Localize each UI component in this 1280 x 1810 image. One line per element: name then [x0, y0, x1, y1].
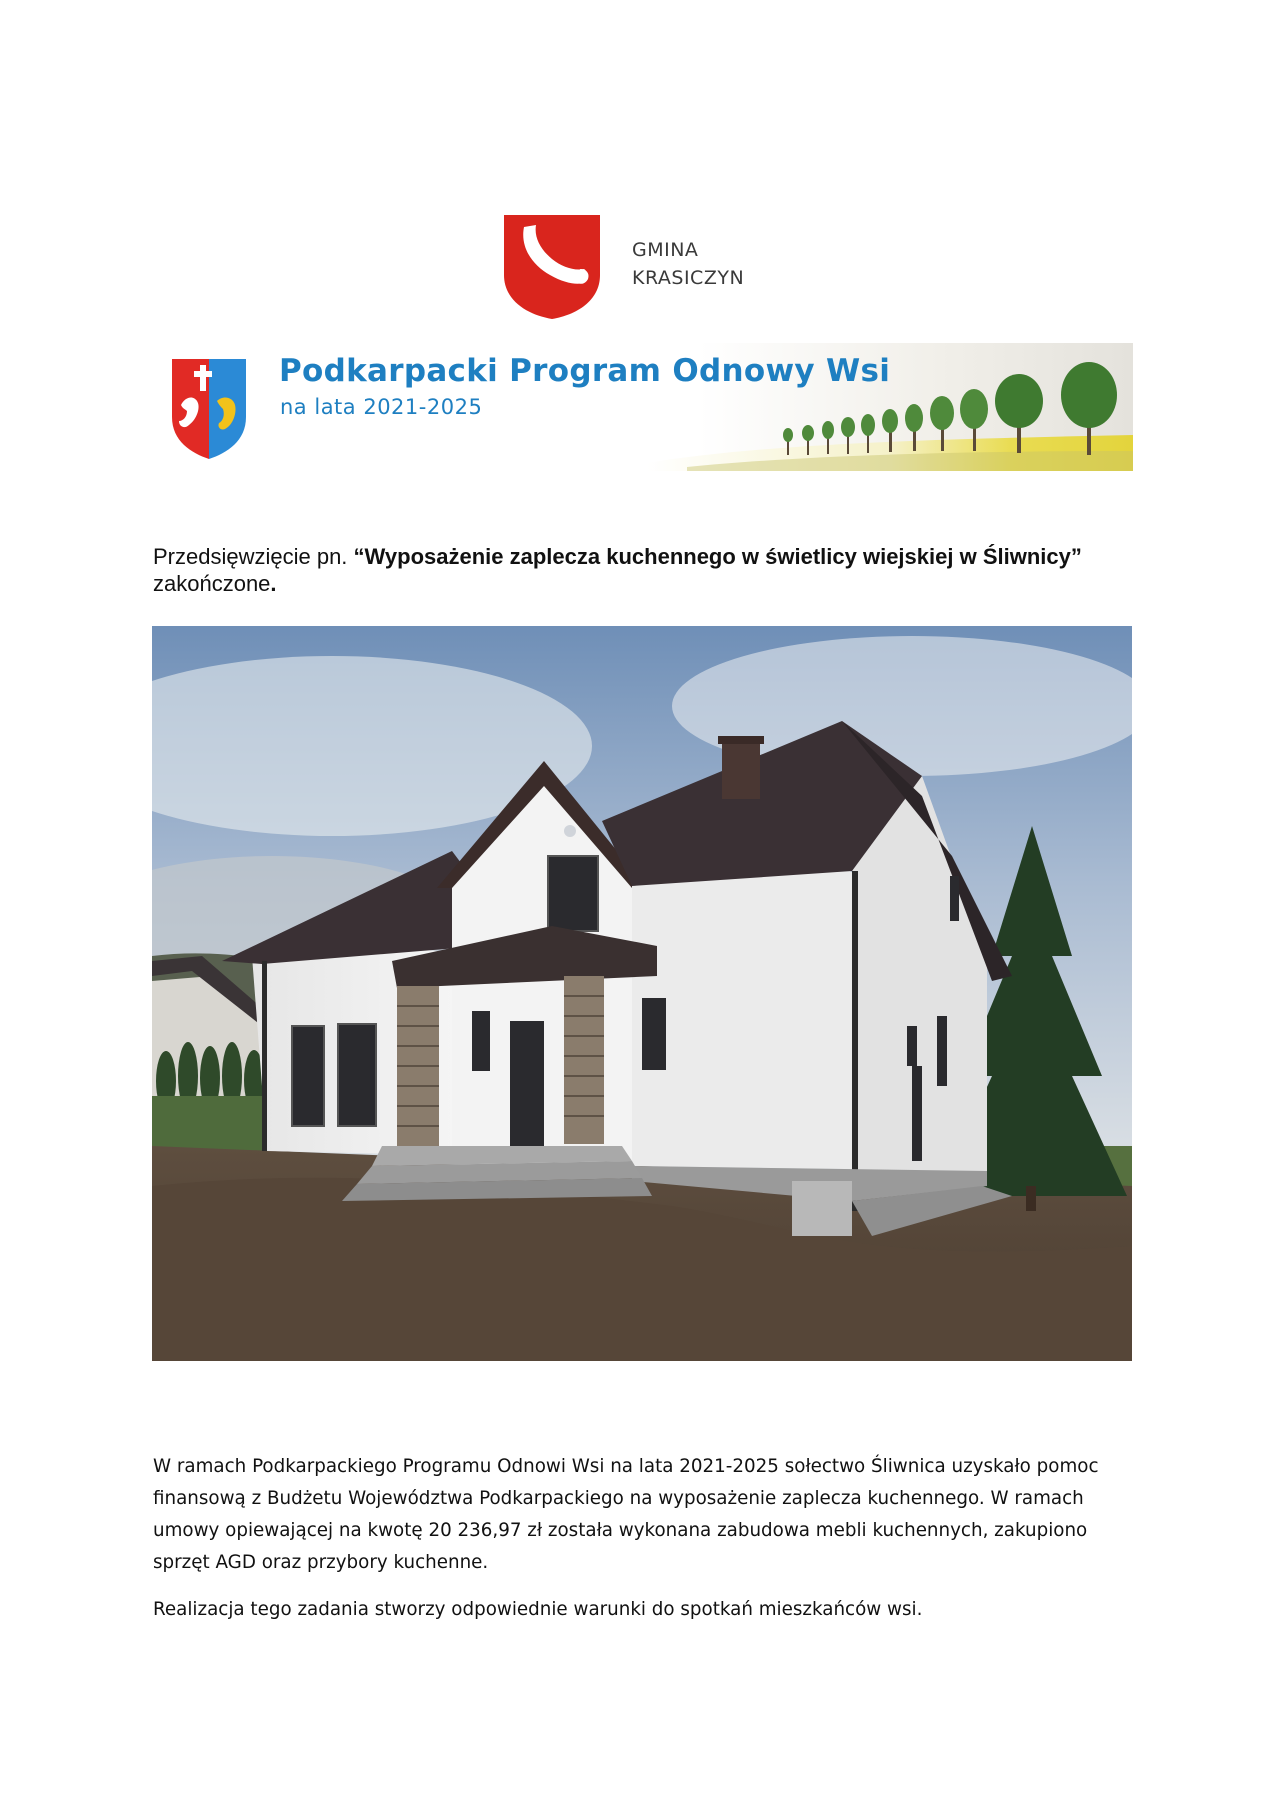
gmina-line-2: KRASICZYN — [632, 267, 745, 289]
gmina-krasiczyn-coat-of-arms-icon — [502, 213, 602, 321]
heading-period: . — [270, 571, 277, 596]
banner-title: Podkarpacki Program Odnowy Wsi — [279, 353, 891, 389]
gmina-name — [632, 236, 744, 292]
body-paragraph-2: Realizacja tego zadania stworzy odpowiednie warunki do spotkań mieszkańców wsi. — [153, 1599, 923, 1621]
gmina-line-1: GMINA — [632, 239, 699, 261]
page-heading — [153, 543, 1093, 597]
body-paragraph-1: W ramach Podkarpackiego Programu Odnowi Wsi na lata 2021-2025 sołectwo Śliwnica uzyskało pomoc finansową z Budżetu Województwa Podkarpackiego na wyposażenie zaplecza kuchennego. W ramach umowy opiewającej na kwotę 20 236,97 zł została wykonana zabudowa mebli kuchennych, zakupiono sprzęt AGD oraz przybory kuchenne. — [153, 1456, 1099, 1574]
heading-prefix: Przedsięwzięcie pn. — [153, 544, 354, 569]
banner-subtitle: na lata 2021-2025 — [280, 395, 483, 419]
program-banner — [167, 343, 1133, 471]
heading-suffix: zakończone — [153, 571, 271, 596]
community-hall-building-photo — [152, 626, 1132, 1361]
heading-title: “Wyposażenie zaplecza kuchennego w świetlicy wiejskiej w Śliwnicy” — [353, 544, 1082, 569]
